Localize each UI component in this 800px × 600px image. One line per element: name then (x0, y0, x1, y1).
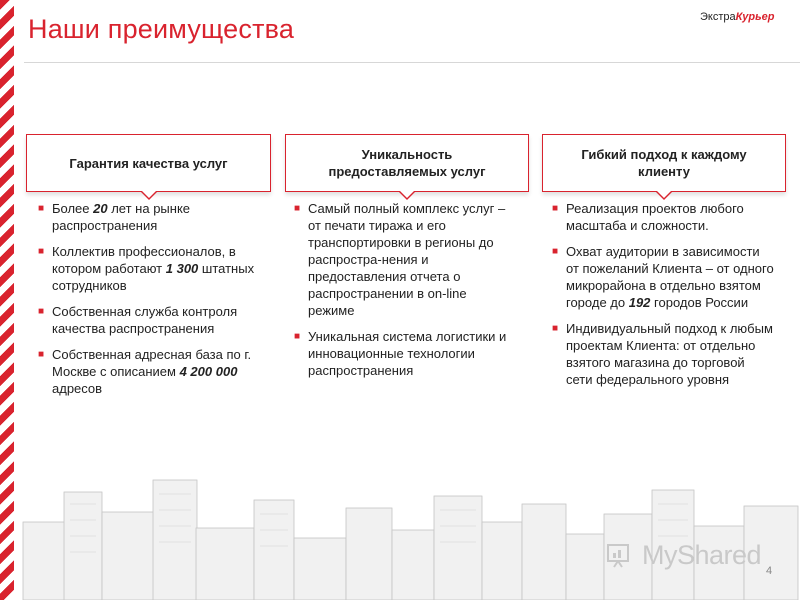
logo-part-1: Экстра (700, 11, 736, 23)
bullet-icon: ■ (294, 331, 301, 342)
column-heading-1: Гарантия качества услуг (69, 155, 228, 171)
column-heading-box-1 (26, 134, 271, 192)
list-item: ■ Уникальная система логистики и инновационные технологии распространения (294, 329, 507, 378)
list-item: ■ Самый полный комплекс услуг – от печати тиража и его транспортировки в регионы до распростра-нения и предоставления отчета о распространении в on-line режиме (294, 201, 506, 318)
bullet-icon: ■ (38, 203, 45, 214)
page-number: 4 (766, 565, 773, 577)
logo-part-2: Курьер (735, 11, 775, 23)
column-heading-box-3 (542, 134, 786, 192)
column-heading-box-2 (285, 134, 529, 192)
column-heading-3: Гибкий подход к каждому клиенту (581, 147, 747, 179)
column-heading-2: Уникальность предоставляемых услуг (328, 147, 486, 179)
watermark-text: MyShared (642, 540, 762, 570)
bullet-icon: ■ (294, 203, 301, 214)
page-title: Наши преимущества (28, 14, 295, 44)
list-item: ■ Собственная адресная база по г. Москве с описанием 4 200 000 адресов (38, 347, 252, 396)
bullet-icon: ■ (552, 246, 559, 257)
bullet-icon: ■ (38, 246, 45, 257)
bullet-icon: ■ (38, 306, 45, 317)
city-skyline-illustration (18, 470, 800, 600)
bullet-icon: ■ (38, 349, 45, 360)
bullet-list-3 (552, 200, 774, 388)
list-item: ■ Собственная служба контроля качества распространения (38, 304, 238, 336)
bullet-list-1 (38, 200, 273, 397)
bullet-icon: ■ (552, 203, 559, 214)
presentation-board-icon (606, 542, 636, 568)
column-2 (294, 200, 516, 388)
list-item: ■ Более 20 лет на рынке распространения (38, 201, 191, 233)
company-logo (700, 8, 780, 26)
watermark (606, 540, 761, 570)
list-item: ■ Реализация проектов любого масштаба и сложности. (552, 201, 744, 233)
column-3 (552, 200, 774, 397)
list-item: ■ Индивидуальный подход к любым проектам Клиента: от отдельно взятого магазина до торговой сети федерального уровня (552, 321, 773, 387)
list-item: ■ Коллектив профессионалов, в котором работают 1 300 штатных сотрудников (38, 244, 255, 293)
bullet-list-2 (294, 200, 516, 379)
column-1 (38, 200, 273, 406)
decorative-stripe (0, 0, 14, 600)
list-item: ■ Охват аудитории в зависимости от пожеланий Клиента – от одного микрорайона в отдельно взятом городе до 192 городов России (552, 244, 774, 310)
bullet-icon: ■ (552, 323, 559, 334)
header-divider (24, 62, 800, 63)
